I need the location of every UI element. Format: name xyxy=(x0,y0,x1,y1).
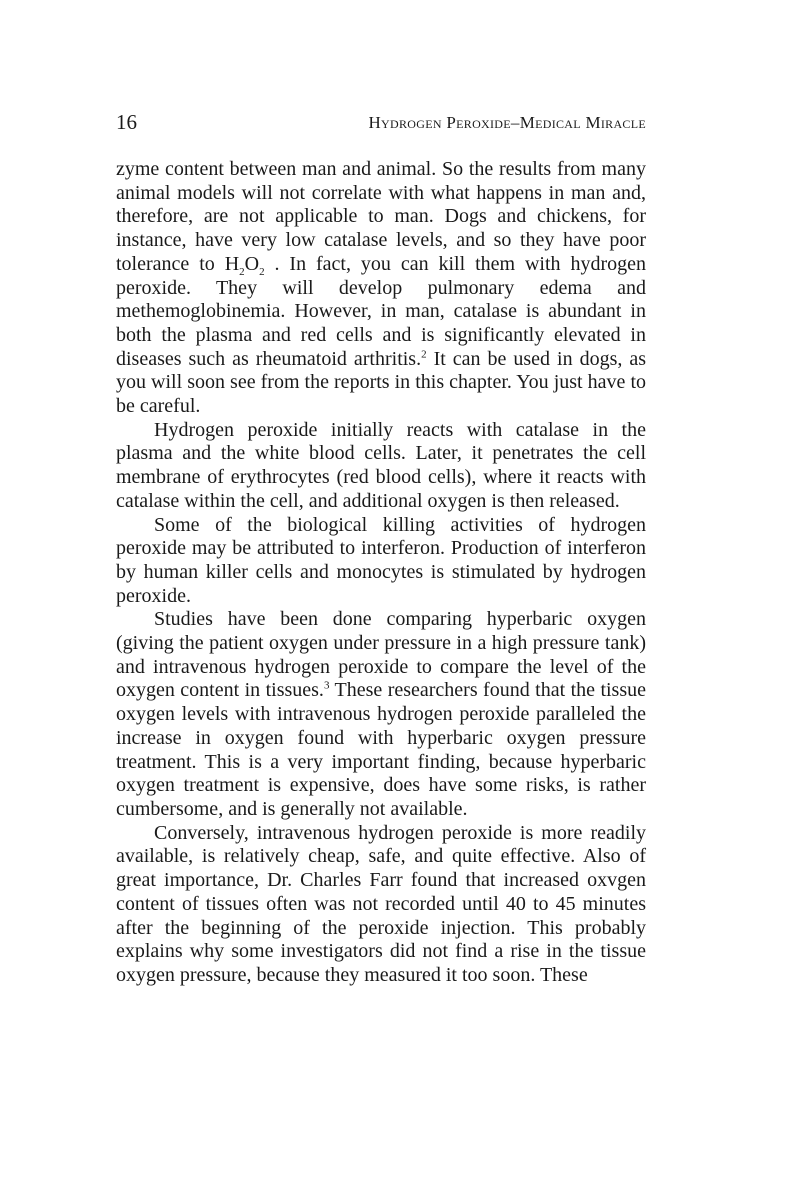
paragraph-text: zyme content between man and animal. So the results from many animal models will not correlate with what happens in man and, therefore, are not applicable to man. Dogs and chickens, for instance, have very low catalase levels, and so they have poor tolerance to xyxy=(116,158,646,275)
paragraph-text: It can be used in dogs, as you will soon see from the reports in this chapter. You just have to be careful. xyxy=(116,347,646,418)
subscript: 2 xyxy=(259,265,265,278)
paragraph-text: Studies have been done comparing hyperbaric oxygen (giving the patient oxygen under pressure in a high pressure tank) and intravenous hydrogen peroxide to compare the level of the oxygen content in tissues. xyxy=(116,608,646,702)
running-head xyxy=(116,108,646,138)
body-text xyxy=(116,158,646,988)
footnote-marker: 3 xyxy=(323,679,330,692)
paragraph-intravenous-peroxide: Conversely, intravenous hydrogen peroxide is more readily available, is relatively cheap, safe, and quite effective. Also of great importance, Dr. Charles Farr found that increased oxvgen content of tissues often was not recorded until 40 to 45 minutes after the beginning of the peroxide injection. This probably explains why some investigators did not find a rise in the tissue oxygen pressure, because they measured it too soon. These xyxy=(116,821,646,986)
chemical-formula-h2o2: $H_2O_2$ xyxy=(224,252,265,278)
paragraph-catalase-animals xyxy=(116,158,646,419)
page-number: 16 xyxy=(116,110,137,134)
running-title: Hydrogen Peroxide–Medical Miracle xyxy=(368,113,646,132)
paragraph-hyperbaric-comparison xyxy=(116,608,646,821)
paragraph-interferon: Some of the biological killing activities of hydrogen peroxide may be attributed to interferon. Production of interferon by human killer cells and monocytes is stimulated by hydrogen peroxide. xyxy=(116,513,646,607)
subscript: 2 xyxy=(239,265,245,278)
paragraph-text: . In fact, you can kill them with hydrogen peroxide. They will develop pulmonary edema and methemoglobinemia. However, in man, catalase is abundant in both the plasma and red cells and is significantly elevated in diseases such as rheumatoid arthritis. xyxy=(116,252,647,370)
paragraph-catalase-reaction: Hydrogen peroxide initially reacts with catalase in the plasma and the white blood cells. Later, it penetrates the cell membrane of erythrocytes (red blood cells), where it reacts with catalase within the cell, and additional oxygen is then released. xyxy=(116,418,646,512)
footnote-marker: 2 xyxy=(421,347,427,360)
paragraph-text: These researchers found that the tissue oxygen levels with intravenous hydrogen peroxide paralleled the increase in oxygen found with hyperbaric oxygen pressure treatment. This is a very important finding, because hyperbaric oxygen treatment is expensive, does have some risks, is rather cumbersome, and is generally not available. xyxy=(116,679,646,820)
